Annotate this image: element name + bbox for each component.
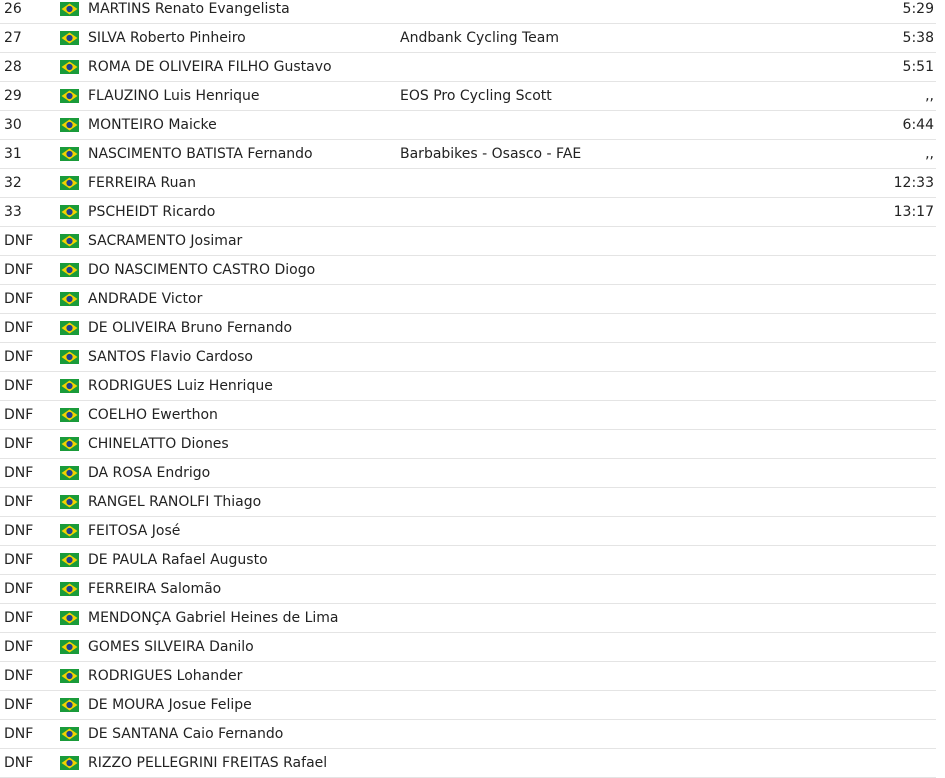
time-gap-cell: ,, [925, 146, 934, 162]
brazil-flag-icon [60, 495, 79, 509]
rider-surname: DA ROSA [88, 465, 153, 481]
rider-given-name: Josue Felipe [168, 697, 252, 713]
rider-given-name: Endrigo [156, 465, 211, 481]
brazil-flag-icon [60, 205, 79, 219]
rider-name-link[interactable] [88, 24, 246, 52]
rank-cell: DNF [4, 465, 34, 481]
rider-given-name: Flavio Cardoso [150, 349, 253, 365]
rider-name-link[interactable] [88, 604, 339, 632]
rider-name-link[interactable] [88, 691, 252, 719]
table-row [0, 285, 936, 314]
rider-surname: DE PAULA [88, 552, 158, 568]
rider-surname: PSCHEIDT [88, 204, 158, 220]
rider-surname: RODRIGUES [88, 378, 173, 394]
brazil-flag-icon [60, 756, 79, 770]
rider-surname: ANDRADE [88, 291, 158, 307]
rider-name-link[interactable] [88, 459, 210, 487]
rank-cell: DNF [4, 668, 34, 684]
table-row [0, 82, 936, 111]
table-row [0, 24, 936, 53]
rider-given-name: Gustavo [273, 59, 332, 75]
rank-cell: DNF [4, 523, 34, 539]
table-row [0, 691, 936, 720]
rider-name-link[interactable] [88, 256, 315, 284]
rank-cell: DNF [4, 697, 34, 713]
rider-surname: NASCIMENTO BATISTA [88, 146, 243, 162]
brazil-flag-icon [60, 466, 79, 480]
table-row [0, 546, 936, 575]
rank-cell: 32 [4, 175, 22, 191]
brazil-flag-icon [60, 2, 79, 16]
rider-surname: MONTEIRO [88, 117, 164, 133]
brazil-flag-icon [60, 408, 79, 422]
rider-given-name: Lohander [176, 668, 243, 684]
rider-name-link[interactable] [88, 488, 261, 516]
rank-cell: DNF [4, 552, 34, 568]
rider-surname: CHINELATTO [88, 436, 177, 452]
rider-given-name: Bruno Fernando [180, 320, 293, 336]
rank-cell: DNF [4, 494, 34, 510]
rider-name-link[interactable] [88, 227, 242, 255]
rider-given-name: Thiago [213, 494, 262, 510]
rider-given-name: Josimar [190, 233, 243, 249]
rank-cell: 28 [4, 59, 22, 75]
rider-given-name: Diones [180, 436, 229, 452]
table-row [0, 140, 936, 169]
rider-surname: COELHO [88, 407, 147, 423]
rider-name-link[interactable] [88, 720, 283, 748]
rider-surname: RANGEL RANOLFI [88, 494, 210, 510]
table-row [0, 256, 936, 285]
rank-cell: 26 [4, 1, 22, 17]
brazil-flag-icon [60, 524, 79, 538]
rank-cell: DNF [4, 581, 34, 597]
rank-cell: DNF [4, 436, 34, 452]
brazil-flag-icon [60, 727, 79, 741]
rank-cell: 33 [4, 204, 22, 220]
rider-given-name: José [151, 523, 181, 539]
team-name-link[interactable]: Barbabikes - Osasco - FAE [400, 146, 582, 162]
rank-cell: DNF [4, 610, 34, 626]
rider-surname: FLAUZINO [88, 88, 159, 104]
rider-given-name: Rafael [283, 755, 328, 771]
brazil-flag-icon [60, 263, 79, 277]
table-row [0, 169, 936, 198]
rank-cell: DNF [4, 407, 34, 423]
brazil-flag-icon [60, 176, 79, 190]
rider-surname: RODRIGUES [88, 668, 173, 684]
rider-given-name: Danilo [209, 639, 254, 655]
table-row [0, 198, 936, 227]
rank-cell: DNF [4, 349, 34, 365]
brazil-flag-icon [60, 437, 79, 451]
brazil-flag-icon [60, 640, 79, 654]
brazil-flag-icon [60, 698, 79, 712]
brazil-flag-icon [60, 669, 79, 683]
table-row [0, 488, 936, 517]
brazil-flag-icon [60, 147, 79, 161]
rider-name-link[interactable] [88, 314, 292, 342]
time-gap-cell: 5:38 [902, 30, 934, 46]
table-row [0, 604, 936, 633]
team-name-link[interactable]: Andbank Cycling Team [400, 30, 559, 46]
brazil-flag-icon [60, 292, 79, 306]
rider-name-link[interactable] [88, 53, 332, 81]
rider-name-link[interactable] [88, 0, 290, 23]
rider-name-link[interactable] [88, 430, 229, 458]
brazil-flag-icon [60, 582, 79, 596]
rider-surname: ROMA DE OLIVEIRA FILHO [88, 59, 270, 75]
rider-surname: SILVA [88, 30, 126, 46]
rider-surname: FEITOSA [88, 523, 148, 539]
rank-cell: DNF [4, 755, 34, 771]
team-name-link[interactable]: EOS Pro Cycling Scott [400, 88, 552, 104]
time-gap-cell: ,, [925, 88, 934, 104]
rider-name-link[interactable] [88, 169, 196, 197]
time-gap-cell: 13:17 [893, 204, 934, 220]
rider-name-link[interactable] [88, 401, 218, 429]
table-row [0, 575, 936, 604]
table-row [0, 0, 936, 24]
brazil-flag-icon [60, 379, 79, 393]
table-row [0, 314, 936, 343]
rider-given-name: Ewerthon [151, 407, 218, 423]
rider-name-link[interactable] [88, 575, 221, 603]
rider-name-link[interactable] [88, 749, 327, 777]
rank-cell: 29 [4, 88, 22, 104]
rank-cell: DNF [4, 639, 34, 655]
table-row [0, 53, 936, 82]
table-row [0, 517, 936, 546]
table-row [0, 662, 936, 691]
table-row [0, 372, 936, 401]
brazil-flag-icon [60, 321, 79, 335]
rider-name-link[interactable] [88, 546, 268, 574]
table-row [0, 633, 936, 662]
table-row [0, 343, 936, 372]
time-gap-cell: 6:44 [902, 117, 934, 133]
rider-surname: RIZZO PELLEGRINI FREITAS [88, 755, 279, 771]
rider-given-name: Salomão [160, 581, 222, 597]
brazil-flag-icon [60, 234, 79, 248]
brazil-flag-icon [60, 118, 79, 132]
rider-given-name: Fernando [247, 146, 313, 162]
rank-cell: DNF [4, 291, 34, 307]
time-gap-cell: 5:29 [902, 1, 934, 17]
rider-given-name: Rafael Augusto [161, 552, 268, 568]
rider-given-name: Gabriel Heines de Lima [175, 610, 339, 626]
rank-cell: DNF [4, 378, 34, 394]
brazil-flag-icon [60, 60, 79, 74]
rider-given-name: Maicke [168, 117, 217, 133]
brazil-flag-icon [60, 350, 79, 364]
rider-given-name: Luiz Henrique [176, 378, 273, 394]
rider-name-link[interactable] [88, 372, 273, 400]
rider-surname: FERREIRA [88, 581, 157, 597]
rider-name-link[interactable] [88, 662, 242, 690]
table-row [0, 720, 936, 749]
rider-surname: DE SANTANA [88, 726, 179, 742]
table-row [0, 459, 936, 488]
brazil-flag-icon [60, 611, 79, 625]
time-gap-cell: 5:51 [902, 59, 934, 75]
brazil-flag-icon [60, 89, 79, 103]
rider-name-link[interactable] [88, 82, 260, 110]
rider-given-name: Renato Evangelista [154, 1, 290, 17]
table-row [0, 111, 936, 140]
rank-cell: 31 [4, 146, 22, 162]
rider-given-name: Ruan [160, 175, 196, 191]
rider-given-name: Roberto Pinheiro [130, 30, 246, 46]
rank-cell: DNF [4, 233, 34, 249]
rider-surname: DE MOURA [88, 697, 165, 713]
rider-surname: SANTOS [88, 349, 146, 365]
rider-given-name: Diogo [274, 262, 316, 278]
table-row [0, 430, 936, 459]
rider-given-name: Luis Henrique [163, 88, 260, 104]
time-gap-cell: 12:33 [893, 175, 934, 191]
rider-name-link[interactable] [88, 517, 180, 545]
rider-surname: GOMES SILVEIRA [88, 639, 205, 655]
rider-surname: FERREIRA [88, 175, 157, 191]
rank-cell: DNF [4, 320, 34, 336]
rider-surname: MENDONÇA [88, 610, 172, 626]
rider-name-link[interactable] [88, 198, 215, 226]
rider-name-link[interactable] [88, 343, 253, 371]
brazil-flag-icon [60, 553, 79, 567]
table-row [0, 227, 936, 256]
rider-surname: DO NASCIMENTO CASTRO [88, 262, 271, 278]
brazil-flag-icon [60, 31, 79, 45]
table-row [0, 401, 936, 430]
table-row [0, 749, 936, 778]
rider-surname: SACRAMENTO [88, 233, 186, 249]
rank-cell: 30 [4, 117, 22, 133]
rank-cell: 27 [4, 30, 22, 46]
rider-surname: DE OLIVEIRA [88, 320, 177, 336]
rider-name-link[interactable] [88, 111, 217, 139]
rider-name-link[interactable] [88, 285, 202, 313]
rider-name-link[interactable] [88, 633, 254, 661]
rider-surname: MARTINS [88, 1, 151, 17]
rank-cell: DNF [4, 726, 34, 742]
rider-given-name: Ricardo [162, 204, 216, 220]
rider-given-name: Victor [161, 291, 203, 307]
rider-given-name: Caio Fernando [182, 726, 284, 742]
rider-name-link[interactable] [88, 140, 313, 168]
rank-cell: DNF [4, 262, 34, 278]
